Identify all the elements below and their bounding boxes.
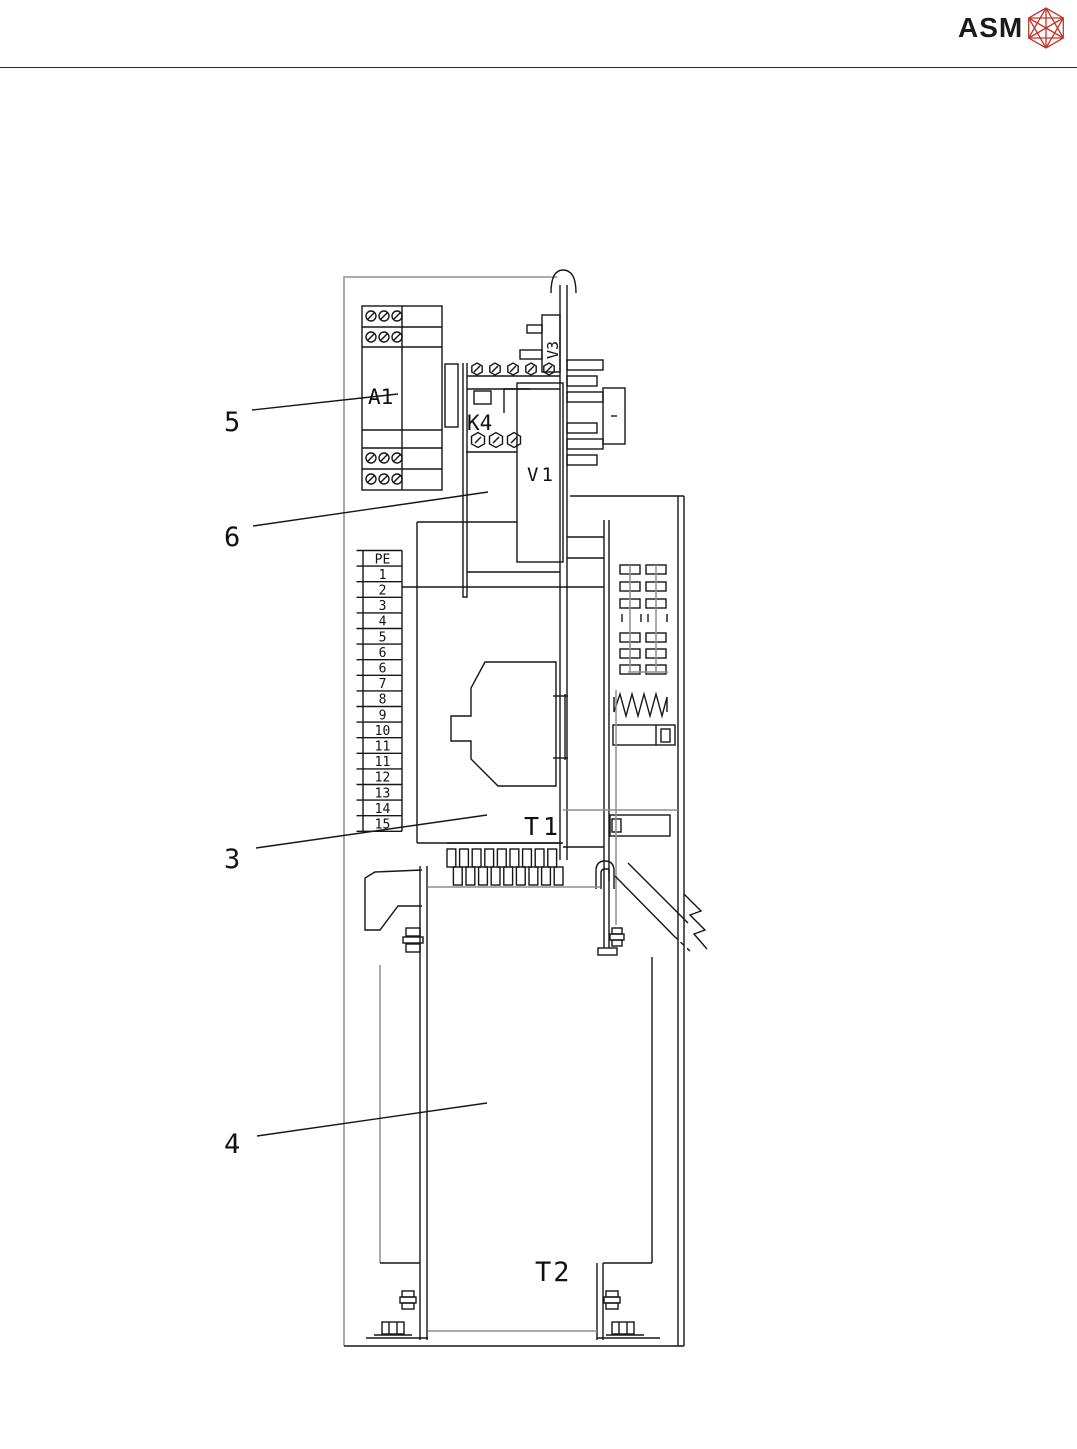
enclosure-outline xyxy=(344,277,684,1346)
v1-label: V1 xyxy=(527,464,556,486)
callout-5: 5 xyxy=(224,407,241,438)
terminal-screws xyxy=(366,311,554,484)
terminal-label: 11 xyxy=(374,755,391,771)
terminal-label: 6 xyxy=(378,661,387,677)
terminal-label: 8 xyxy=(378,692,387,708)
t2-label: T2 xyxy=(535,1257,572,1288)
t1-transformer xyxy=(417,522,568,843)
terminal-label: 10 xyxy=(374,723,391,739)
terminal-label: PE xyxy=(374,552,391,568)
terminal-label: 11 xyxy=(374,739,391,755)
callout-6: 6 xyxy=(224,522,241,553)
connector-fins xyxy=(567,360,625,465)
terminal-label: 13 xyxy=(374,786,391,802)
asm-brand-text: ASM xyxy=(958,12,1024,43)
terminal-label: 14 xyxy=(374,801,391,817)
terminal-label: 4 xyxy=(378,614,387,630)
terminal-label: 12 xyxy=(374,770,391,786)
terminal-label: 5 xyxy=(378,630,387,646)
spring-clamp xyxy=(610,694,675,836)
terminal-label: 15 xyxy=(374,817,391,833)
a1-label: A1 xyxy=(368,385,394,409)
callout-4: 4 xyxy=(224,1129,241,1160)
terminal-strip xyxy=(357,551,403,833)
left-bracket xyxy=(365,866,427,1340)
terminal-label: 6 xyxy=(378,645,387,661)
terminal-label: 3 xyxy=(378,599,387,615)
t1-label: T1 xyxy=(524,812,563,841)
vent-grille xyxy=(620,565,668,674)
v3-label: V3 xyxy=(544,340,562,359)
terminal-label: 9 xyxy=(378,708,387,724)
callout-leaders xyxy=(252,394,488,1136)
k4-label: K4 xyxy=(467,411,493,435)
terminal-label: 7 xyxy=(378,677,387,693)
terminal-teeth xyxy=(447,843,563,885)
terminal-label: 2 xyxy=(378,583,387,599)
inner-plate-right xyxy=(402,520,678,955)
callout-3: 3 xyxy=(224,844,241,875)
cable-hook xyxy=(596,861,707,951)
terminal-label: 1 xyxy=(378,567,387,583)
